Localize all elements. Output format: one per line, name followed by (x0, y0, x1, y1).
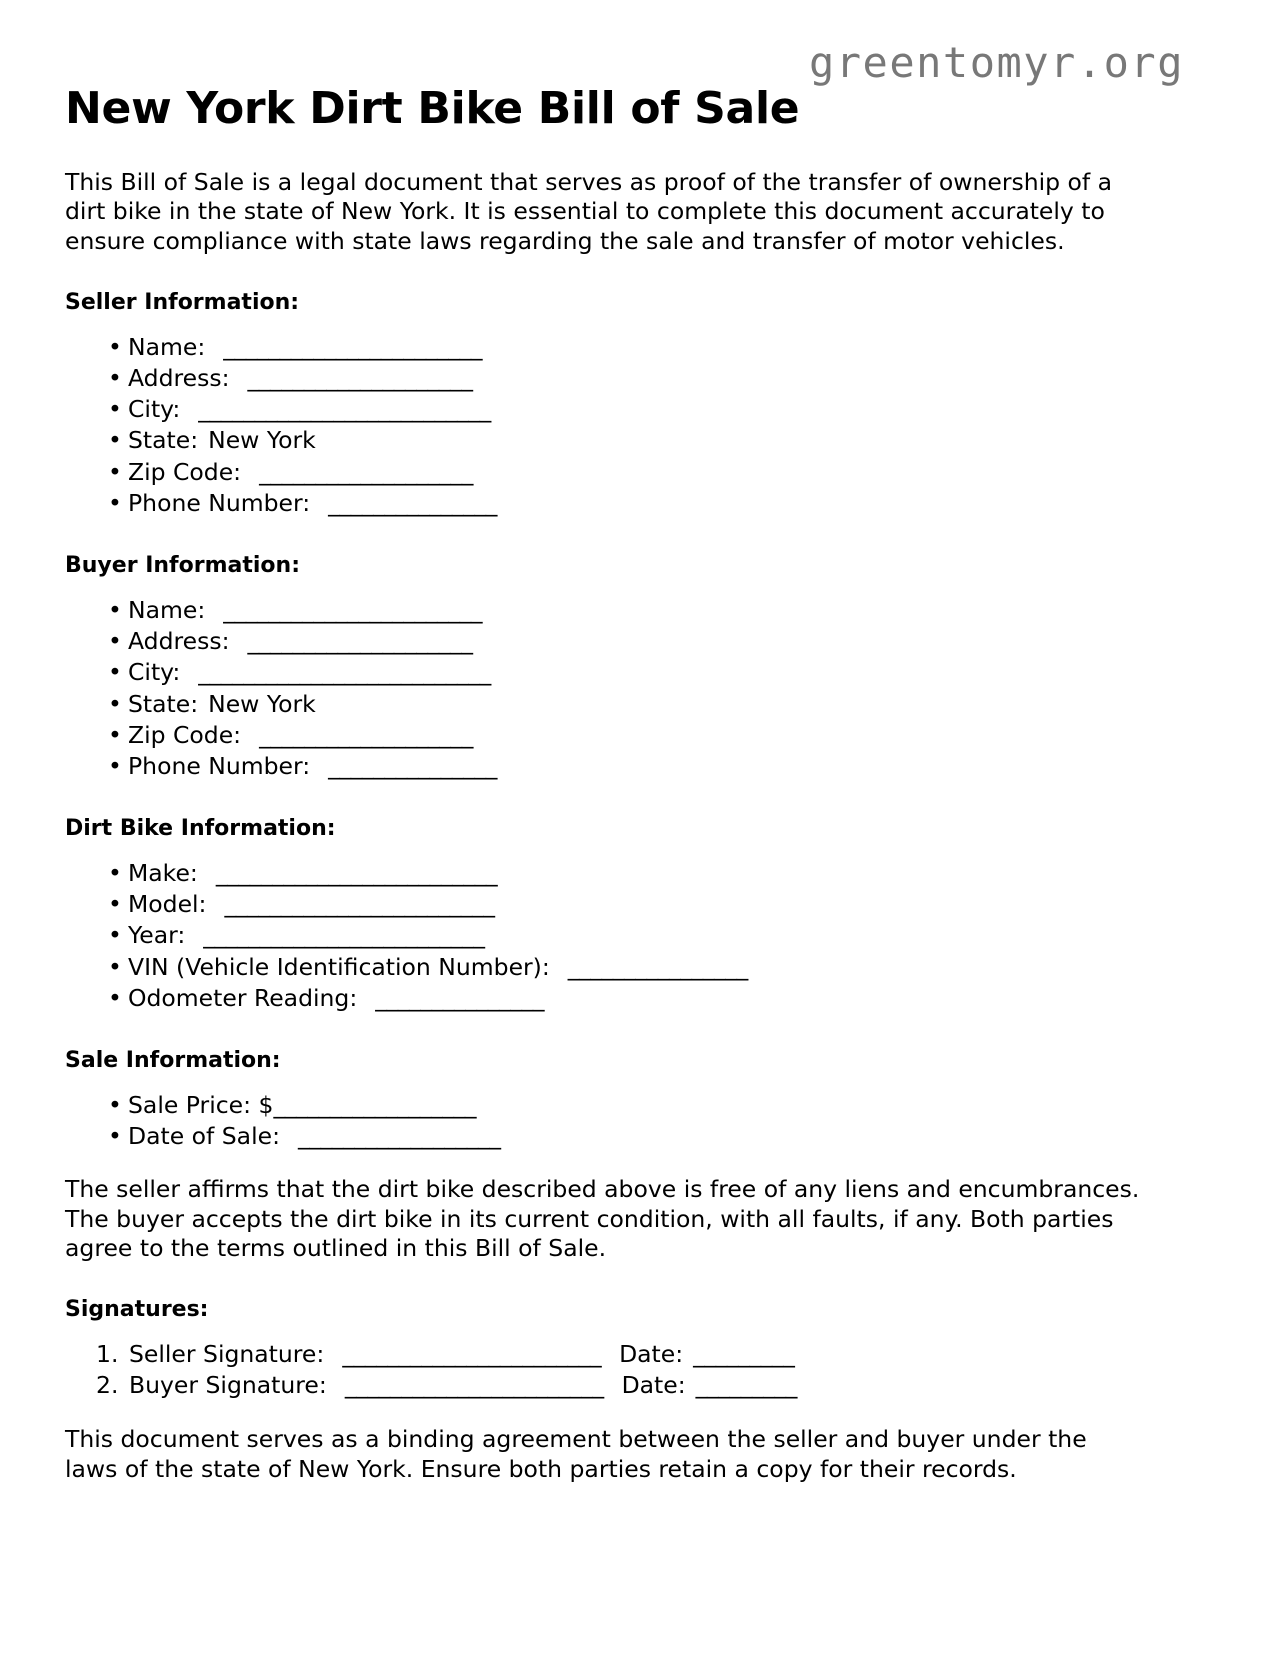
field-label: Address: (128, 363, 230, 392)
dirt-bike-information-heading: Dirt Bike Information: (65, 816, 336, 842)
list-item (108, 332, 1140, 363)
list-item (108, 488, 1140, 519)
list-item (108, 751, 1140, 782)
list-item (108, 363, 1140, 394)
field-blank[interactable]: __________________ (297, 1122, 501, 1150)
field-blank[interactable]: _______________ (328, 488, 497, 517)
sale-information-heading: Sale Information: (65, 1048, 281, 1074)
field-value: New York (208, 689, 316, 718)
field-label: Name: (128, 595, 206, 624)
field-label: Make: (128, 858, 198, 887)
field-blank[interactable]: _______________________ (223, 332, 482, 361)
list-item (108, 920, 1140, 951)
list-item (96, 1339, 1140, 1370)
signature-list (65, 1325, 1140, 1402)
field-blank[interactable]: __________________ (273, 1090, 476, 1119)
signature-blank[interactable]: _______________________ (344, 1371, 604, 1400)
dirt-bike-field-list (65, 844, 1140, 1014)
field-blank[interactable]: ____________________ (247, 627, 473, 656)
list-item (108, 425, 1140, 456)
buyer-information-heading: Buyer Information: (65, 553, 300, 579)
site-watermark: greentomyr.org (808, 38, 1184, 87)
list-item (108, 1121, 1140, 1152)
field-blank[interactable]: ________________ (567, 952, 748, 981)
field-blank[interactable]: _______________ (375, 983, 545, 1012)
seller-information-heading: Seller Information: (65, 290, 300, 316)
list-item (108, 1090, 1140, 1121)
field-label: State: (128, 689, 199, 718)
list-item (108, 858, 1140, 889)
field-label: City: (128, 658, 181, 687)
field-blank[interactable]: _______________ (328, 752, 497, 781)
field-label: Zip Code: (128, 720, 242, 749)
buyer-field-list (65, 581, 1140, 783)
signature-label: Seller Signature: (129, 1339, 325, 1368)
list-item (108, 952, 1140, 983)
field-label: Year: (128, 921, 186, 950)
field-blank[interactable]: __________________________ (198, 658, 491, 687)
field-blank[interactable]: ___________________ (259, 720, 473, 749)
signatures-heading: Signatures: (65, 1297, 209, 1323)
field-blank[interactable]: _______________________ (223, 595, 482, 624)
sale-field-list (65, 1076, 1140, 1153)
list-item (108, 983, 1140, 1014)
field-label: Name: (128, 332, 206, 361)
date-label: Date: (619, 1339, 684, 1368)
affirmation-paragraph: The seller affirms that the dirt bike described above is free of any liens and encumbrances. The buyer accepts the dirt bike in its current condition, with all faults, if any. Both parties agree to the terms outlined in this Bill of Sale. (65, 1175, 1140, 1262)
list-item (108, 889, 1140, 920)
field-label: Zip Code: (128, 457, 242, 486)
document-body (65, 168, 1140, 1484)
field-blank[interactable]: ____________________ (247, 363, 473, 392)
field-label: City: (128, 395, 181, 424)
field-label: VIN (Vehicle Identification Number): (128, 952, 550, 981)
list-item (108, 689, 1140, 720)
list-item (108, 595, 1140, 626)
field-label: Phone Number: (128, 752, 311, 781)
date-blank[interactable]: _________ (695, 1371, 797, 1400)
list-item (108, 626, 1140, 657)
date-label: Date: (621, 1371, 686, 1400)
page-title: New York Dirt Bike Bill of Sale (65, 83, 800, 134)
field-value: New York (208, 426, 316, 455)
date-blank[interactable]: _________ (693, 1339, 795, 1368)
field-label: Address: (128, 627, 230, 656)
list-item (108, 457, 1140, 488)
signature-label: Buyer Signature: (129, 1371, 327, 1400)
field-label: State: (128, 426, 199, 455)
list-item (108, 394, 1140, 425)
list-item (108, 657, 1140, 688)
closing-paragraph: This document serves as a binding agreement between the seller and buyer under the laws of the state of New York. Ensure both parties retain a copy for their records. (65, 1425, 1087, 1483)
list-item (96, 1370, 1140, 1401)
signature-blank[interactable]: _______________________ (342, 1339, 602, 1368)
field-label: Model: (128, 890, 207, 919)
field-label: Odometer Reading: (128, 983, 358, 1012)
field-blank[interactable]: ________________________ (224, 890, 495, 919)
field-label: Date of Sale: (128, 1122, 280, 1150)
list-item (108, 720, 1140, 751)
seller-field-list (65, 318, 1140, 520)
field-label: Sale Price: $ (128, 1090, 274, 1119)
intro-paragraph: This Bill of Sale is a legal document that serves as proof of the transfer of ownership of a dirt bike in the state of New York. It is essential to complete this document accurately to ensure compliance with state laws regarding the sale and transfer of motor vehicles. (65, 168, 1113, 255)
field-label: Phone Number: (128, 488, 311, 517)
field-blank[interactable]: ___________________ (259, 457, 473, 486)
field-blank[interactable]: _________________________ (203, 921, 485, 950)
field-blank[interactable]: __________________________ (198, 395, 491, 424)
field-blank[interactable]: _________________________ (215, 858, 498, 887)
